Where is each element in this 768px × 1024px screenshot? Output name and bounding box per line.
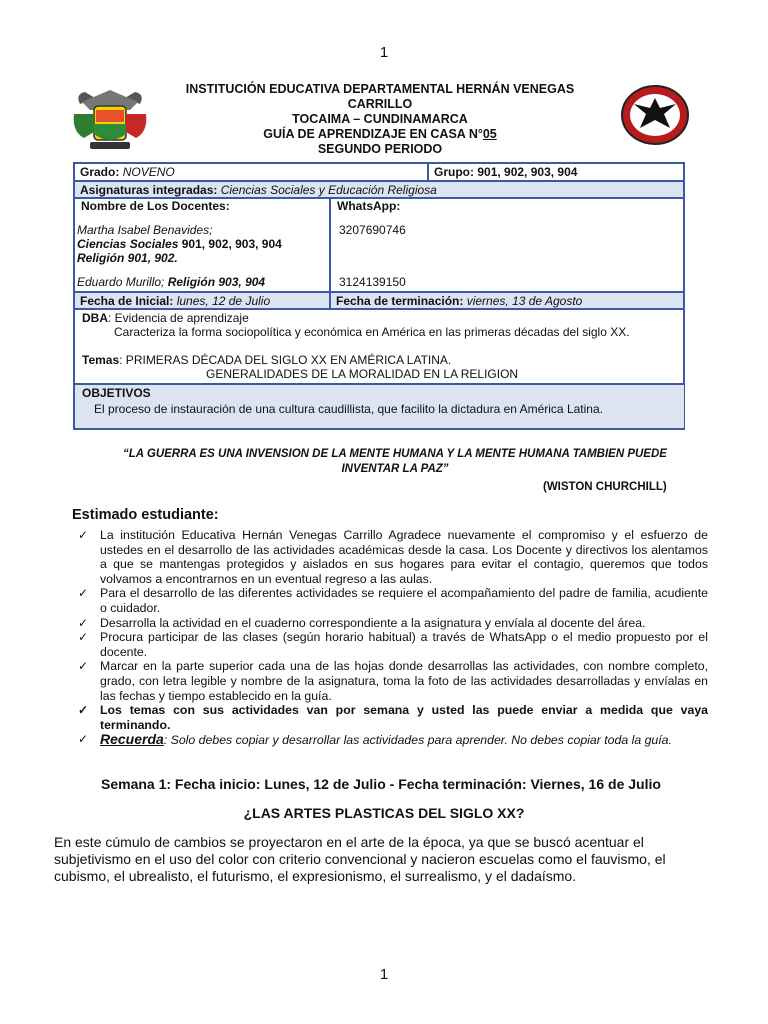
- checkmark-icon: ✓: [78, 732, 89, 747]
- objetivos-cell: [74, 384, 684, 429]
- list-item: ✓ La institución Educativa Hernán Venegas Carrillo Agradece nuevamente el compromiso y el esfuerzo de ustedes en el desarrollo de las actividades académicas desde la casa. Los Docente y directivos los alentamos a que se mantengas protegidos y aislados en sus hogares para evitar el contagio, queremos que todos volvamos a encontrarnos en un eventual regreso a las aulas.: [78, 528, 708, 586]
- checkmark-icon: ✓: [78, 630, 89, 645]
- fecha-terminacion-cell: Fecha de terminación: viernes, 13 de Agosto: [330, 292, 684, 309]
- guide-number: 05: [482, 127, 497, 141]
- list-item: ✓ Marcar en la parte superior cada una de las hojas donde desarrollas las actividades, con nombre completo, grado, con letra legible y nombre de la asignatura, toma la foto de las actividades desarrolladas y envíalas en las fechas y tiempo establecido en la guía.: [78, 659, 708, 703]
- objetivos-label: OBJETIVOS: [82, 386, 151, 400]
- list-item: ✓ Procura participar de las clases (según horario habitual) a través de WhatsApp o el medio propuesto por el docente.: [78, 630, 708, 659]
- instructions-list: [78, 528, 708, 748]
- section-title: ¿LAS ARTES PLASTICAS DEL SIGLO XX?: [243, 805, 525, 821]
- list-item: ✓ Desarrolla la actividad en el cuaderno correspondiente a la asignatura y envíala al docente del área.: [78, 615, 646, 630]
- temas-line-2: GENERALIDADES DE LA MORALIDAD EN LA RELIGION: [206, 367, 519, 381]
- quote-text: “LA GUERRA ES UNA INVENSION DE LA MENTE HUMANA Y LA MENTE HUMANA TAMBIEN PUEDE INVENTAR LA PAZ”: [123, 448, 667, 475]
- checkmark-icon: ✓: [78, 703, 89, 718]
- grupo-cell: Grupo: 901, 902, 903, 904: [428, 163, 684, 181]
- header-location: TOCAIMA – CUNDINAMARCA: [292, 112, 468, 126]
- checkmark-icon: ✓: [78, 659, 89, 674]
- week-heading: Semana 1: Fecha inicio: Lunes, 12 de Julio - Fecha terminación: Viernes, 16 de Julio: [101, 776, 661, 792]
- header-guide-title: GUÍA DE APRENDIZAJE EN CASA N°05: [263, 127, 497, 141]
- temas-line: Temas: PRIMERAS DÉCADA DEL SIGLO XX EN AMÉRICA LATINA.: [82, 353, 452, 367]
- page-number-bottom: 1: [379, 966, 389, 983]
- dba-line: DBA: Evidencia de aprendizaje: [82, 311, 249, 325]
- docente-2-phone: 3124139150: [339, 275, 406, 289]
- body-paragraph: En este cúmulo de cambios se proyectaron en el arte de la época, ya que se buscó acentuar el subjetivismo en el uso del color con criterio convencional y nacieron escuelas como el fauvismo, el cubismo, el ubrealisto, el futurismo, el expresionismo, el surrealismo, y el dadaísmo.: [54, 834, 666, 884]
- whatsapp-label: WhatsApp:: [337, 199, 401, 213]
- list-item: ✓ Para el desarrollo de las diferentes actividades se requiere el acompañamiento del padre de familia, acudiente o cuidador.: [78, 586, 708, 615]
- docente-1-phone: 3207690746: [339, 223, 406, 237]
- document-header: [150, 82, 610, 157]
- page-number-top: 1: [379, 44, 389, 61]
- info-table: [73, 162, 685, 430]
- header-institution: INSTITUCIÓN EDUCATIVA DEPARTAMENTAL HERNÁN VENEGAS: [185, 82, 575, 96]
- checkmark-icon: ✓: [78, 615, 89, 630]
- checkmark-icon: ✓: [78, 586, 89, 601]
- asignaturas-cell: Asignaturas integradas: Ciencias Sociales y Educación Religiosa: [74, 181, 684, 198]
- greeting-heading: Estimado estudiante:: [72, 507, 219, 523]
- checkmark-icon: ✓: [78, 528, 89, 542]
- eagle-emblem-logo: [620, 84, 690, 146]
- list-item: ✓ Los temas con sus actividades van por semana y usted las puede enviar a medida que vaya terminando.: [78, 703, 708, 732]
- list-item-recuerda: ✓ Recuerda: Solo debes copiar y desarrollar las actividades para aprender. No debes copiar toda la guía.: [78, 731, 672, 748]
- docente-1: Martha Isabel Benavides; Ciencias Sociales 901, 902, 903, 904 Religión 901, 902.: [77, 223, 282, 265]
- grado-cell: Grado: NOVENO: [74, 163, 428, 181]
- whatsapp-cell: [330, 198, 684, 292]
- docentes-label: Nombre de Los Docentes:: [81, 199, 230, 213]
- quote-author: (WISTON CHURCHILL): [543, 481, 667, 493]
- docentes-cell: [74, 198, 330, 292]
- dba-cell: [74, 309, 684, 384]
- docente-2: Eduardo Murillo; Religión 903, 904: [77, 275, 266, 289]
- fecha-inicial-cell: Fecha de Inicial: lunes, 12 de Julio: [74, 292, 330, 309]
- objetivos-text: El proceso de instauración de una cultura caudillista, que facilito la dictadura en América Latina.: [94, 402, 603, 416]
- coat-of-arms-logo: [70, 84, 150, 156]
- header-period: SEGUNDO PERIODO: [317, 142, 443, 156]
- header-institution-cont: CARRILLO: [347, 97, 413, 111]
- dba-description: Caracteriza la forma sociopolítica y económica en América en las primeras décadas del siglo XX.: [114, 325, 630, 339]
